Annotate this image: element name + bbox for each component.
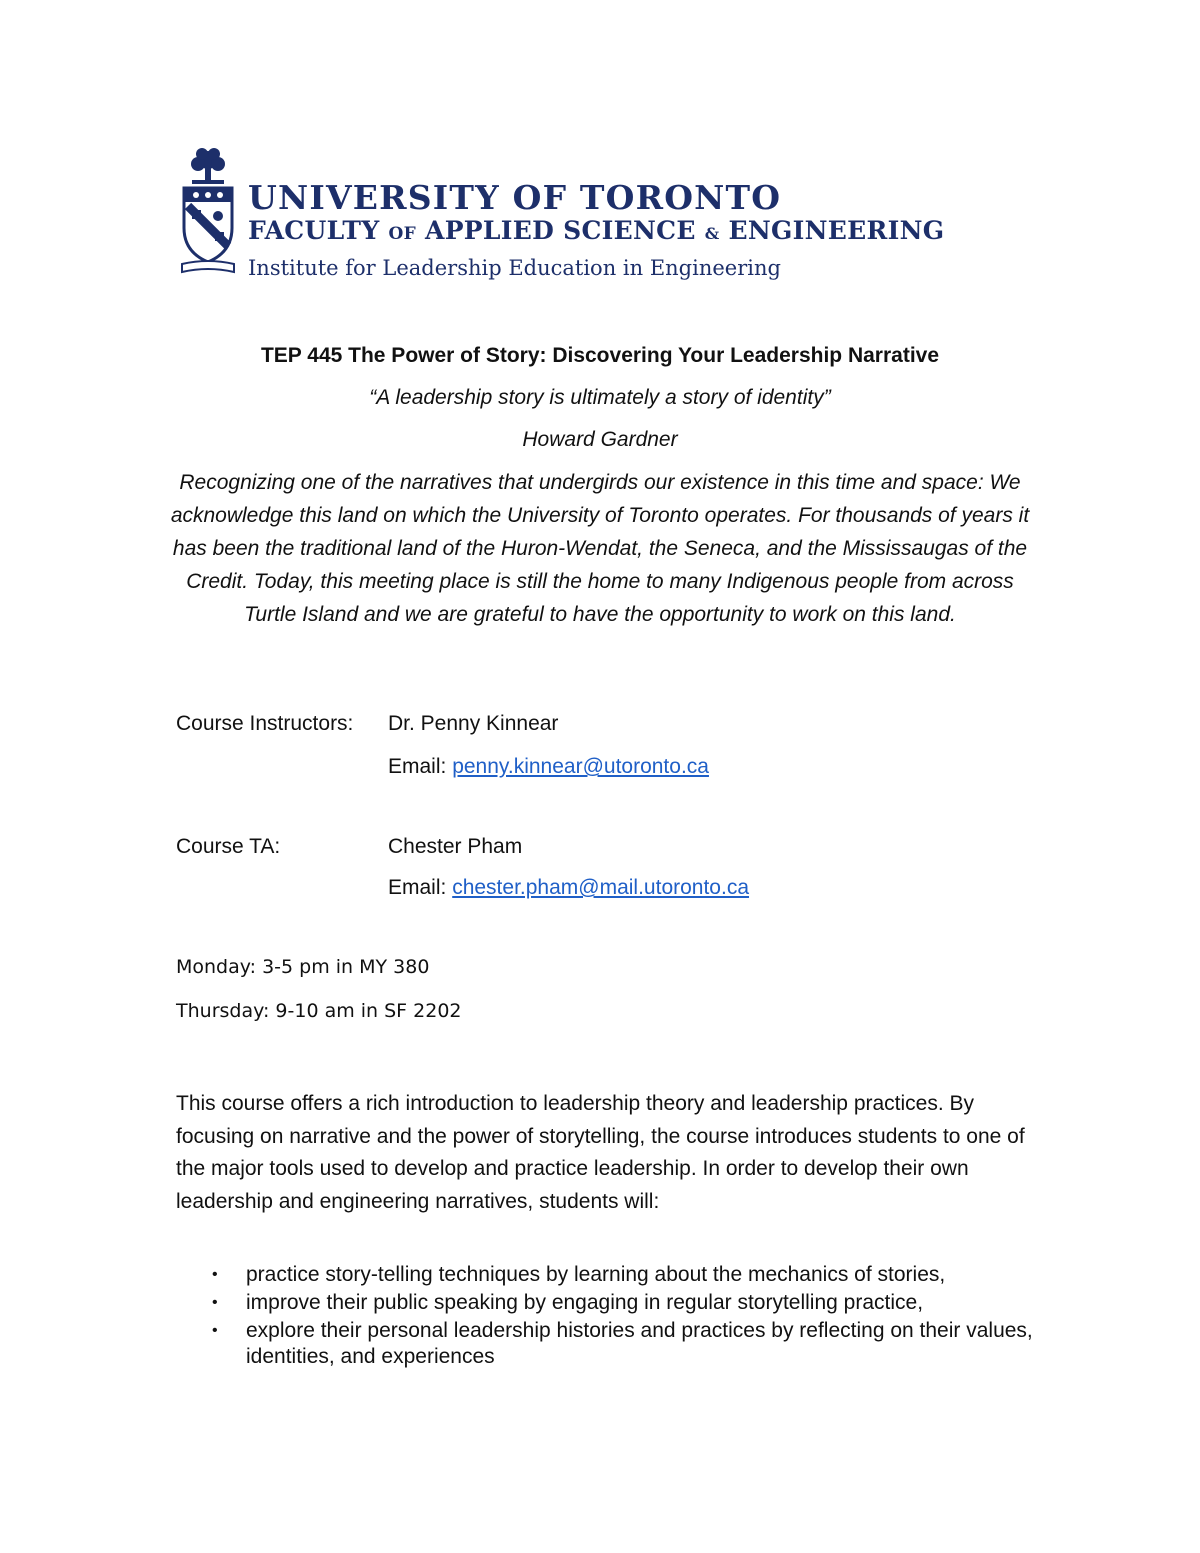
learning-outcomes-list [176, 1262, 1056, 1372]
email-label: Email: [388, 876, 447, 899]
list-item-text: explore their personal leadership histories and practices by reflecting on their values, identities, and experiences [246, 1319, 1033, 1368]
faculty-ampersand: & [704, 224, 720, 243]
instructor-email-row [388, 755, 709, 779]
list-item [176, 1318, 1056, 1370]
list-item [176, 1290, 1056, 1316]
university-crest-icon [178, 146, 238, 274]
logo-text [248, 180, 944, 281]
bullet-icon: • [212, 1322, 218, 1339]
ta-name: Chester Pham [388, 835, 523, 858]
university-name: UNIVERSITY OF TORONTO [248, 178, 782, 217]
faculty-word: FACULTY [248, 216, 380, 245]
course-quote: “A leadership story is ultimately a story of identity” [369, 386, 831, 409]
course-title: TEP 445 The Power of Story: Discovering Your Leadership Narrative [260, 344, 940, 367]
ta-label: Course TA: [176, 835, 281, 858]
faculty-applied-science: APPLIED SCIENCE [425, 216, 696, 245]
list-item [176, 1262, 1056, 1288]
faculty-engineering: ENGINEERING [728, 216, 945, 245]
instructor-email-link[interactable]: penny.kinnear@utoronto.ca [452, 755, 709, 778]
email-label: Email: [388, 755, 447, 778]
list-item-text: practice story-telling techniques by learning about the mechanics of stories, [246, 1263, 946, 1286]
instructor-name: Dr. Penny Kinnear [388, 712, 559, 735]
ta-email-link[interactable]: chester.pham@mail.utoronto.ca [452, 876, 750, 899]
ta-email-row [388, 876, 749, 900]
faculty-name [248, 216, 944, 249]
land-acknowledgement: Recognizing one of the narratives that undergirds our existence in this time and space: We acknowledge this land on which the University of Toronto operates. For thousands of years it has been the traditional land of the Huron-Wendat, the Seneca, and the Mississaugas of the Credit. Today, this meeting place is still the home to many Indigenous people from across Turtle Island and we are grateful to have the opportunity to work on this land. [170, 471, 1030, 626]
institute-name: Institute for Leadership Education in Engineering [248, 256, 781, 280]
bullet-icon: • [212, 1266, 218, 1283]
faculty-of: OF [388, 224, 416, 244]
schedule-thursday: Thursday: 9-10 am in SF 2202 [176, 1000, 462, 1022]
course-description: This course offers a rich introduction to leadership theory and leadership practices. By focusing on narrative and the power of storytelling, the course introduces students to one of the major tools used to develop and practice leadership. In order to develop their own leadership and engineering narratives, students will: [176, 1092, 1025, 1213]
quote-author: Howard Gardner [522, 428, 678, 451]
instructors-label: Course Instructors: [176, 712, 354, 735]
bullet-icon: • [212, 1294, 218, 1311]
list-item-text: improve their public speaking by engaging in regular storytelling practice, [246, 1291, 924, 1314]
schedule-monday: Monday: 3-5 pm in MY 380 [176, 956, 430, 978]
university-logo [178, 146, 945, 280]
